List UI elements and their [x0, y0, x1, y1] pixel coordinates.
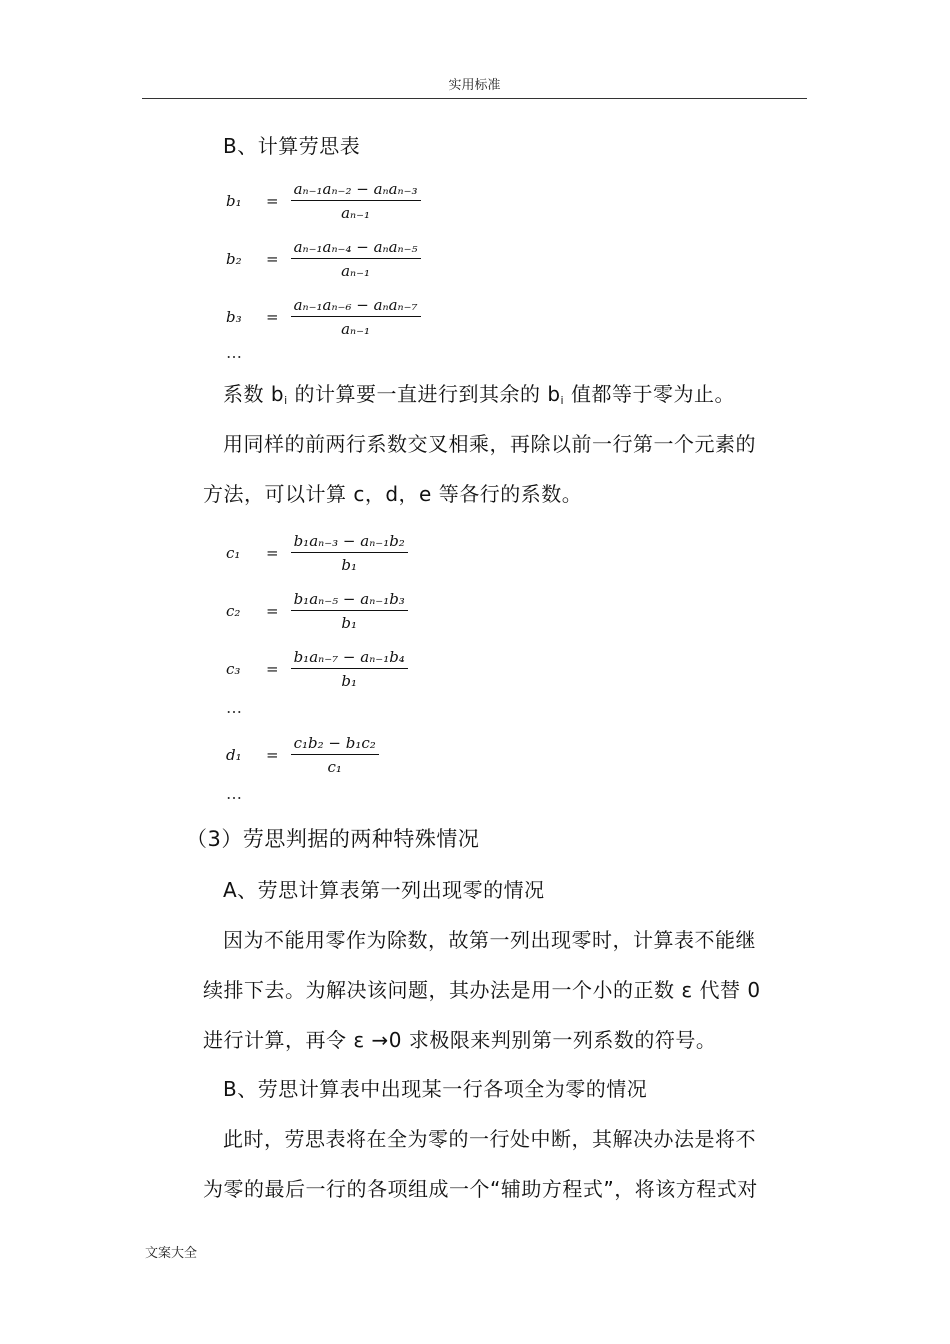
equation-c3-numerator: b₁aₙ₋₇ − aₙ₋₁b₄ [291, 648, 408, 669]
equation-d1-numerator: c₁b₂ − b₁c₂ [291, 734, 379, 755]
equation-c1-denominator: b₁ [341, 556, 358, 574]
case-a-line2: 续排下去。为解决该问题，其办法是用一个小的正数 ε 代替 0 [203, 978, 761, 1002]
case-a-line3: 进行计算，再令 ε →0 求极限来判别第一列系数的符号。 [203, 1028, 717, 1052]
equation-d1-lhs: d₁ [226, 746, 242, 764]
case-b-line2: 为零的最后一行的各项组成一个“辅助方程式”，将该方程式对 [203, 1177, 758, 1201]
paragraph-same-line2: 方法，可以计算 c，d，e 等各行的系数。 [203, 482, 583, 506]
equation-d1-denominator: c₁ [327, 758, 342, 776]
equation-b1: b₁ = $\frac{\text{aₙ₋₁aₙ₋₂ − aₙaₙ₋₃}}{\text{aₙ₋₁}}$ [226, 180, 421, 222]
equation-c3-denominator: b₁ [341, 672, 358, 690]
equation-c2: c₂ = $\frac{\text{b₁aₙ₋₅ − aₙ₋₁b₃}}{\text{b₁}}$ [226, 590, 408, 632]
header-divider [142, 98, 807, 99]
equation-b3-numerator: aₙ₋₁aₙ₋₆ − aₙaₙ₋₇ [291, 296, 421, 317]
ellipsis-c: … [226, 698, 242, 717]
section-3-title: （3）劳思判据的两种特殊情况 [186, 827, 480, 851]
paragraph-bi-part1: 系数 b [223, 382, 285, 406]
ellipsis-b: … [226, 343, 242, 362]
equation-b2-numerator: aₙ₋₁aₙ₋₄ − aₙaₙ₋₅ [291, 238, 421, 259]
equation-c1-numerator: b₁aₙ₋₃ − aₙ₋₁b₂ [291, 532, 408, 553]
equation-b1-numerator: aₙ₋₁aₙ₋₂ − aₙaₙ₋₃ [291, 180, 421, 201]
equation-b2: b₂ = $\frac{\text{aₙ₋₁aₙ₋₄ − aₙaₙ₋₅}}{\text{aₙ₋₁}}$ [226, 238, 421, 280]
case-b-line1: 此时，劳思表将在全为零的一行处中断，其解决办法是将不 [223, 1127, 756, 1151]
equation-b3-lhs: b₃ [226, 308, 242, 326]
equation-b2-lhs: b₂ [226, 250, 242, 268]
equation-c1: c₁ = $\frac{\text{b₁aₙ₋₃ − aₙ₋₁b₂}}{\text{b₁}}$ [226, 532, 408, 574]
paragraph-bi-part3: 值都等于零为止。 [564, 382, 735, 406]
section-b-title: B、计算劳思表 [223, 134, 361, 158]
equation-c3: c₃ = $\frac{\text{b₁aₙ₋₇ − aₙ₋₁b₄}}{\text{b₁}}$ [226, 648, 408, 690]
equation-d1: d₁ = $\frac{\text{c₁b₂ − b₁c₂}}{\text{c₁}}$ [226, 734, 379, 776]
equation-b1-denominator: aₙ₋₁ [341, 204, 371, 222]
page-footer: 文案大全 [145, 1246, 198, 1261]
equation-c1-lhs: c₁ [226, 544, 241, 562]
paragraph-bi-subscript-2: i [560, 394, 565, 407]
equation-b2-denominator: aₙ₋₁ [341, 262, 371, 280]
paragraph-bi-subscript: i [284, 394, 288, 407]
page-header: 实用标准 [448, 78, 501, 93]
equation-c2-lhs: c₂ [226, 602, 241, 620]
equation-b3: b₃ = $\frac{\text{aₙ₋₁aₙ₋₆ − aₙaₙ₋₇}}{\text{aₙ₋₁}}$ [226, 296, 421, 338]
equation-c2-denominator: b₁ [341, 614, 358, 632]
equation-b3-denominator: aₙ₋₁ [341, 320, 371, 338]
equation-c2-numerator: b₁aₙ₋₅ − aₙ₋₁b₃ [291, 590, 408, 611]
ellipsis-d: … [226, 784, 242, 803]
paragraph-bi [223, 378, 735, 407]
case-a-title: A、劳思计算表第一列出现零的情况 [223, 878, 545, 902]
equation-c3-lhs: c₃ [226, 660, 241, 678]
case-b-title: B、劳思计算表中出现某一行各项全为零的情况 [223, 1077, 648, 1101]
paragraph-bi-part2: 的计算要一直进行到其余的 b [287, 382, 561, 406]
equation-b1-lhs: b₁ [226, 192, 242, 210]
paragraph-same-line1: 用同样的前两行系数交叉相乘，再除以前一行第一个元素的 [223, 432, 756, 456]
case-a-line1: 因为不能用零作为除数，故第一列出现零时，计算表不能继 [223, 928, 756, 952]
